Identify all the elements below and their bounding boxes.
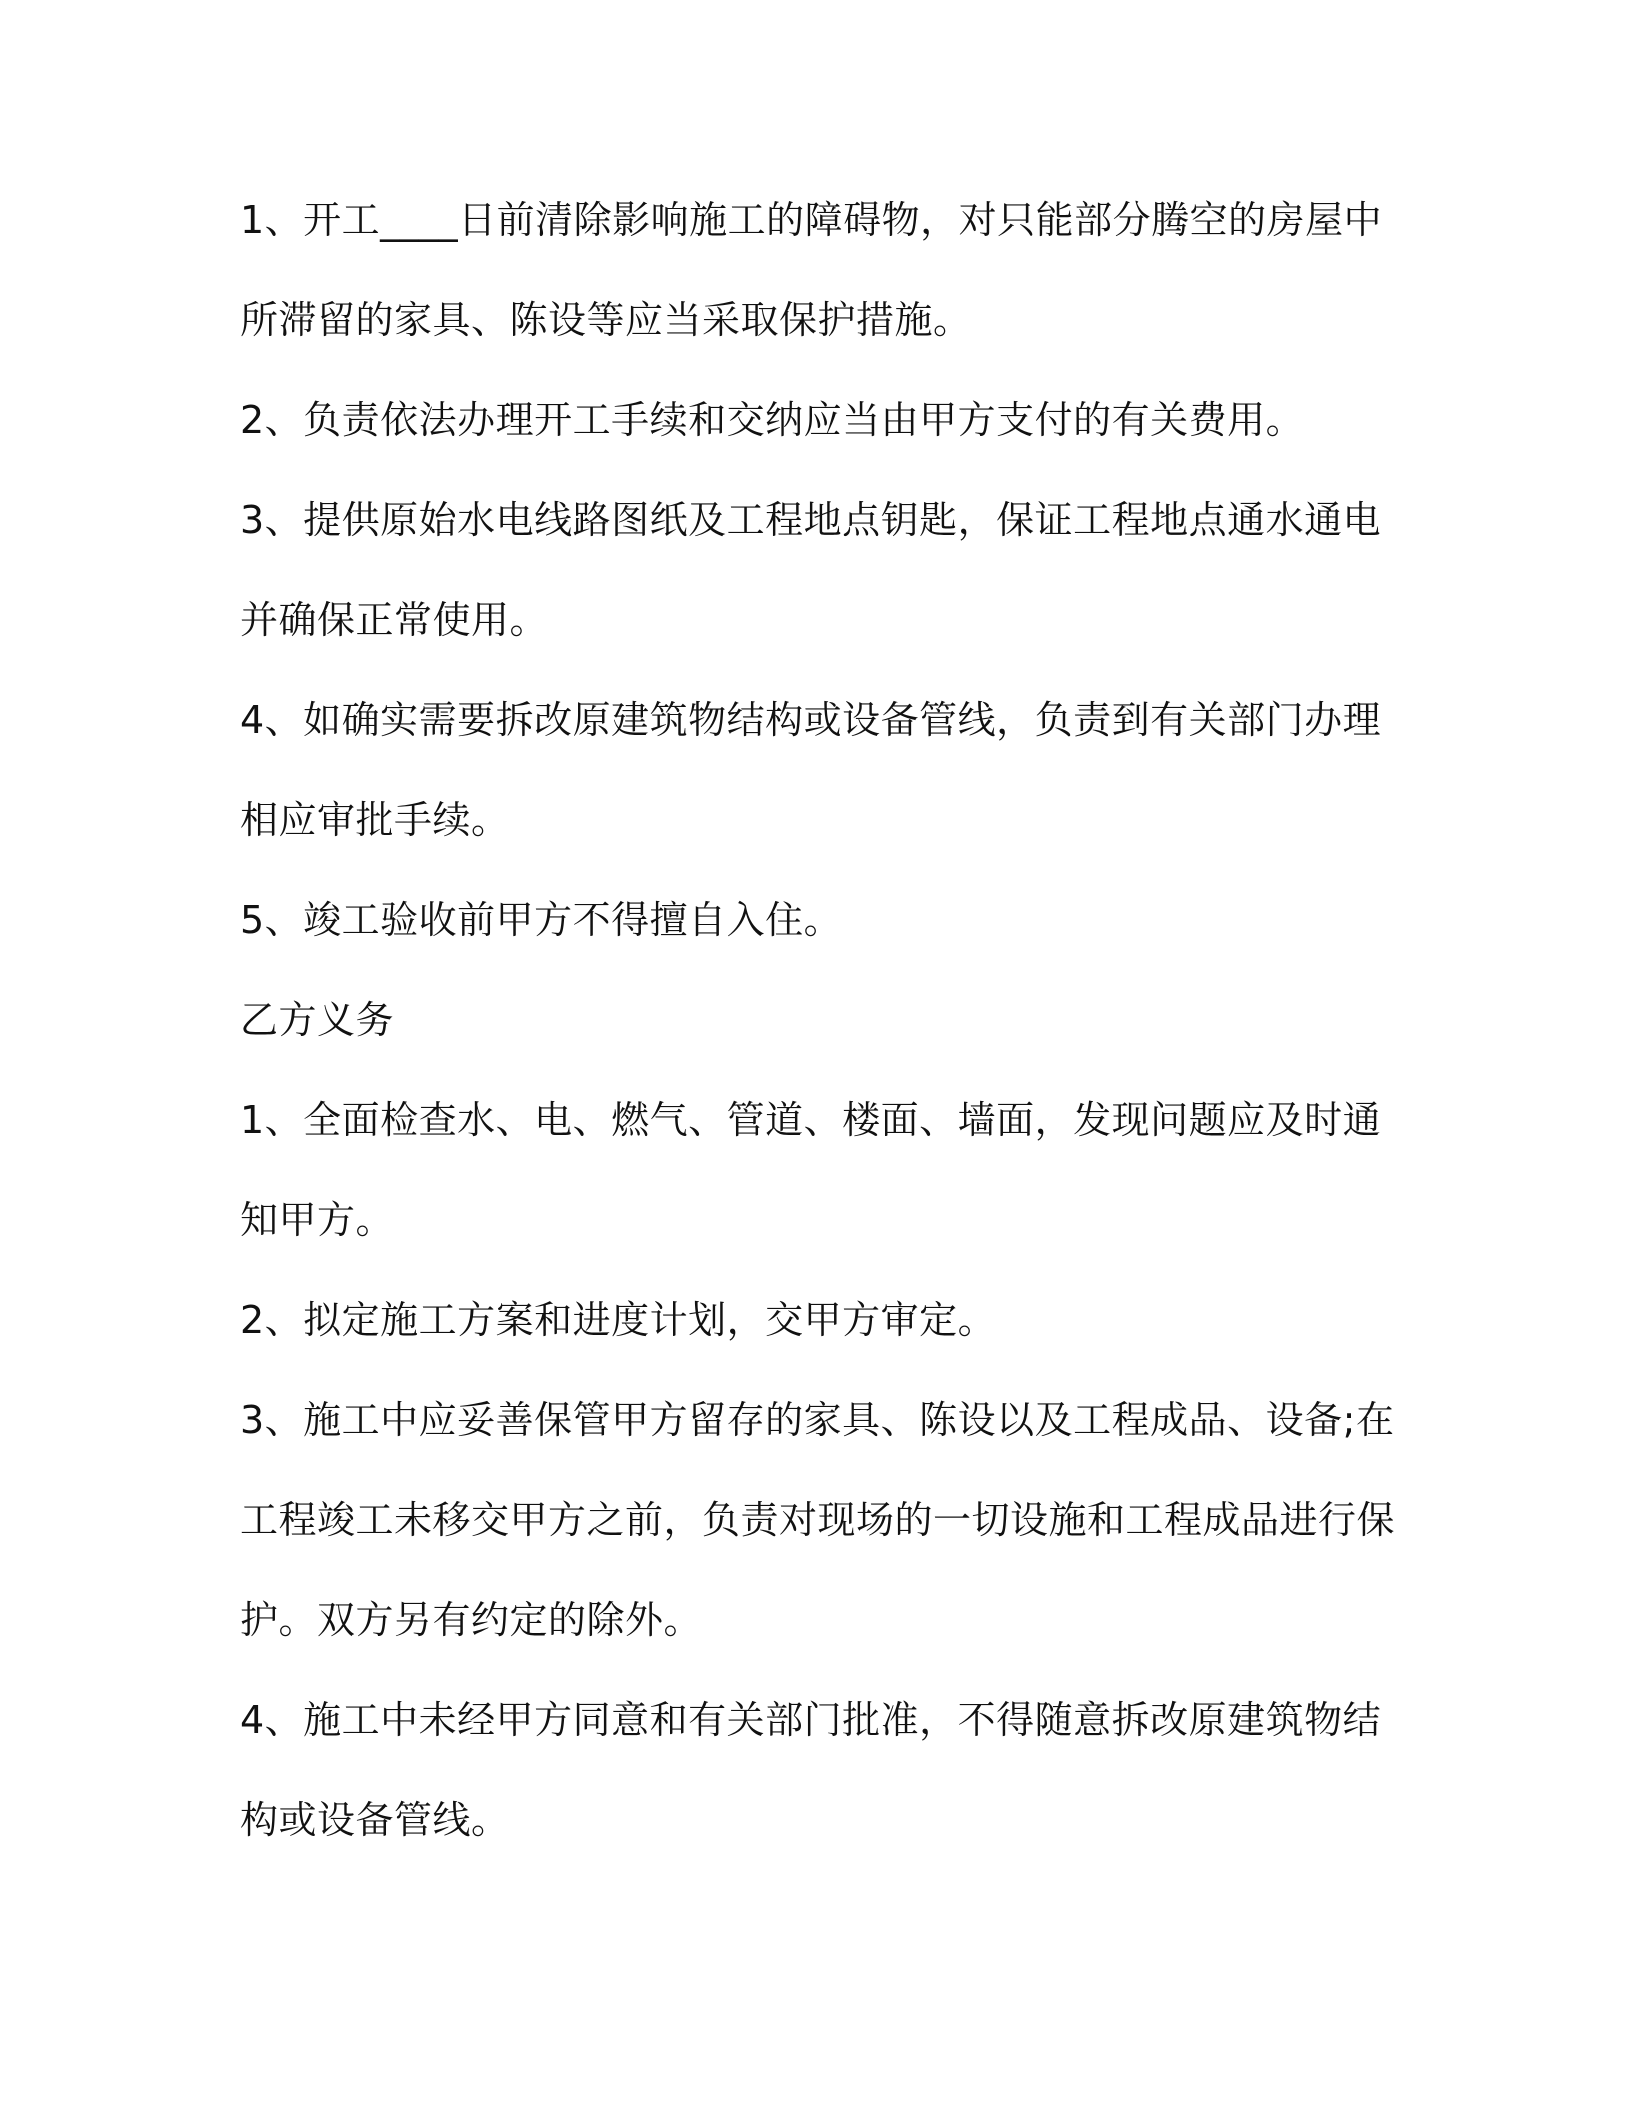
paragraph-party-b-duty-3: 3、施工中应妥善保管甲方留存的家具、陈设以及工程成品、设备;在工程竣工未移交甲方之前，负责对现场的一切设施和工程成品进行保护。双方另有约定的除外。 xyxy=(240,1398,1396,1642)
paragraph-party-b-duty-1: 1、全面检查水、电、燃气、管道、楼面、墙面，发现问题应及时通知甲方。 xyxy=(240,1098,1382,1242)
paragraph-party-a-duty-5: 5、竣工验收前甲方不得擅自入住。 xyxy=(240,898,843,942)
paragraph-party-a-duty-2: 2、负责依法办理开工手续和交纳应当由甲方支付的有关费用。 xyxy=(240,398,1305,442)
paragraph-party-b-duty-4: 4、施工中未经甲方同意和有关部门批准，不得随意拆改原建筑物结构或设备管线。 xyxy=(240,1698,1382,1842)
paragraph-party-a-duty-1: 1、开工____日前清除影响施工的障碍物，对只能部分腾空的房屋中所滞留的家具、陈设等应当采取保护措施。 xyxy=(240,198,1383,342)
document-body xyxy=(240,170,1400,1870)
paragraph-party-a-duty-4: 4、如确实需要拆改原建筑物结构或设备管线，负责到有关部门办理相应审批手续。 xyxy=(240,698,1382,842)
paragraph-party-b-duty-2: 2、拟定施工方案和进度计划，交甲方审定。 xyxy=(240,1298,997,1342)
paragraph-party-a-duty-3: 3、提供原始水电线路图纸及工程地点钥匙，保证工程地点通水通电并确保正常使用。 xyxy=(240,498,1382,642)
section-heading-party-b-duties: 乙方义务 xyxy=(240,998,395,1042)
